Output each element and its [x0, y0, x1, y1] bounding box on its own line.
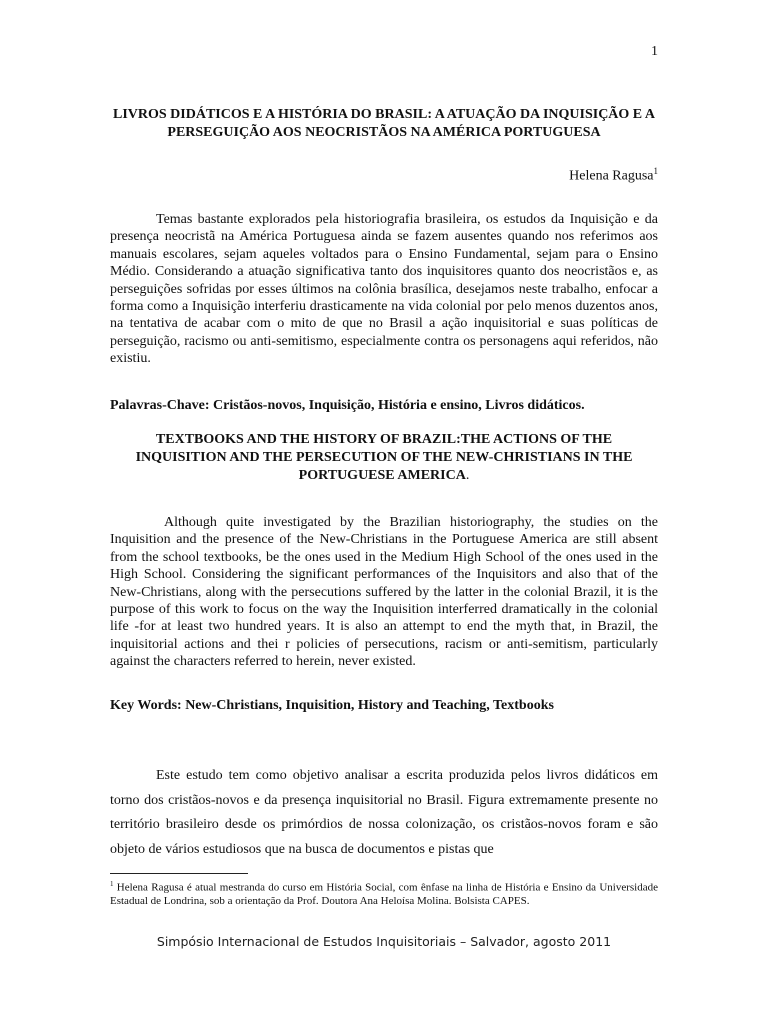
- abstract-portuguese-text: Temas bastante explorados pela historiografia brasileira, os estudos da Inquisição e da presença neocristã na América Portuguesa ainda se fazem ausentes quando nos referimos aos manuais escolares, sejam aqueles voltados para o Ensino Fundamental, sejam para o Ensino Médio. Considerando a atuação significativa tanto dos inquisitores quanto dos neocristãos e, as perseguições sofridas por esses últimos na colônia brasílica, desejamos neste trabalho, enfocar a forma como a Inquisição interferiu drasticamente na vida colonial por pelo menos duzentos anos, na tentativa de acabar com o mito de que no Brasil a ação inquisitorial e suas políticas de perseguição, racismo ou anti-semitismo, especialmente contra os personagens aqui referidos, não existiu.: [110, 212, 658, 367]
- footnote-mark: 1: [110, 880, 114, 888]
- footnote: [110, 878, 658, 908]
- page-footer: Simpósio Internacional de Estudos Inquisitoriais – Salvador, agosto 2011: [156, 934, 612, 949]
- title-english-period: .: [465, 468, 470, 483]
- author-name: Helena Ragusa: [569, 168, 654, 184]
- title-english-text: TEXTBOOKS AND THE HISTORY OF BRAZIL:THE ACTIONS OF THE INQUISITION AND THE PERSECUTION OF THE NEW-CHRISTIANS IN THE PORTUGUESE AMERICA: [135, 432, 633, 483]
- body-paragraph-text: Este estudo tem como objetivo analisar a escrita produzida pelos livros didáticos em torno dos cristãos-novos e da presença inquisitorial no Brasil. Figura extremamente presente no território brasileiro desde os primórdios de nossa colonização, os cristãos-novos foram e são objeto de vários estudiosos que na busca de documentos e pistas que: [110, 768, 658, 857]
- keywords-portuguese: Palavras-Chave: Cristãos-novos, Inquisição, História e ensino, Livros didáticos.: [110, 398, 585, 413]
- author-footnote-mark: 1: [653, 166, 658, 176]
- footnote-separator: [110, 873, 248, 874]
- title-english: [110, 431, 658, 485]
- title-portuguese: LIVROS DIDÁTICOS E A HISTÓRIA DO BRASIL: A ATUAÇÃO DA INQUISIÇÃO E A PERSEGUIÇÃO AOS NEOCRISTÃOS NA AMÉRICA PORTUGUESA: [113, 107, 655, 140]
- page-number: 1: [651, 44, 658, 59]
- abstract-portuguese: [110, 211, 658, 368]
- abstract-english: [110, 514, 658, 671]
- author-line: [569, 166, 658, 185]
- footnote-text: Helena Ragusa é atual mestranda do curso em História Social, com ênfase na linha de História e Ensino da Universidade Estadual de Londrina, sob a orientação da Prof. Doutora Ana Heloísa Molina. Bolsista CAPES.: [110, 881, 658, 907]
- abstract-english-text: Although quite investigated by the Brazilian historiography, the studies on the Inquisition and the presence of the New-Christians in the Portuguese America are still absent from the school textbooks, be the ones used in the Medium High School of the ones used in the High School. Considering the significant performances of the Inquisitors and also that of the New-Christians, along with the persecutions suffered by the latter in the colonial Brazil, it is the purpose of this work to focus on the way the Inquisition interferred dramatically in the colonial life -for at least two hundred years. It is also an attempt to end the myth that, in Brazil, the inquisitorial actions and thei r policies of persecutions, racism or anti-semitism, particularly against the characters referred to herein, never existed.: [110, 515, 658, 670]
- keywords-english: Key Words: New-Christians, Inquisition, History and Teaching, Textbooks: [110, 698, 554, 713]
- body-paragraph: [110, 764, 658, 862]
